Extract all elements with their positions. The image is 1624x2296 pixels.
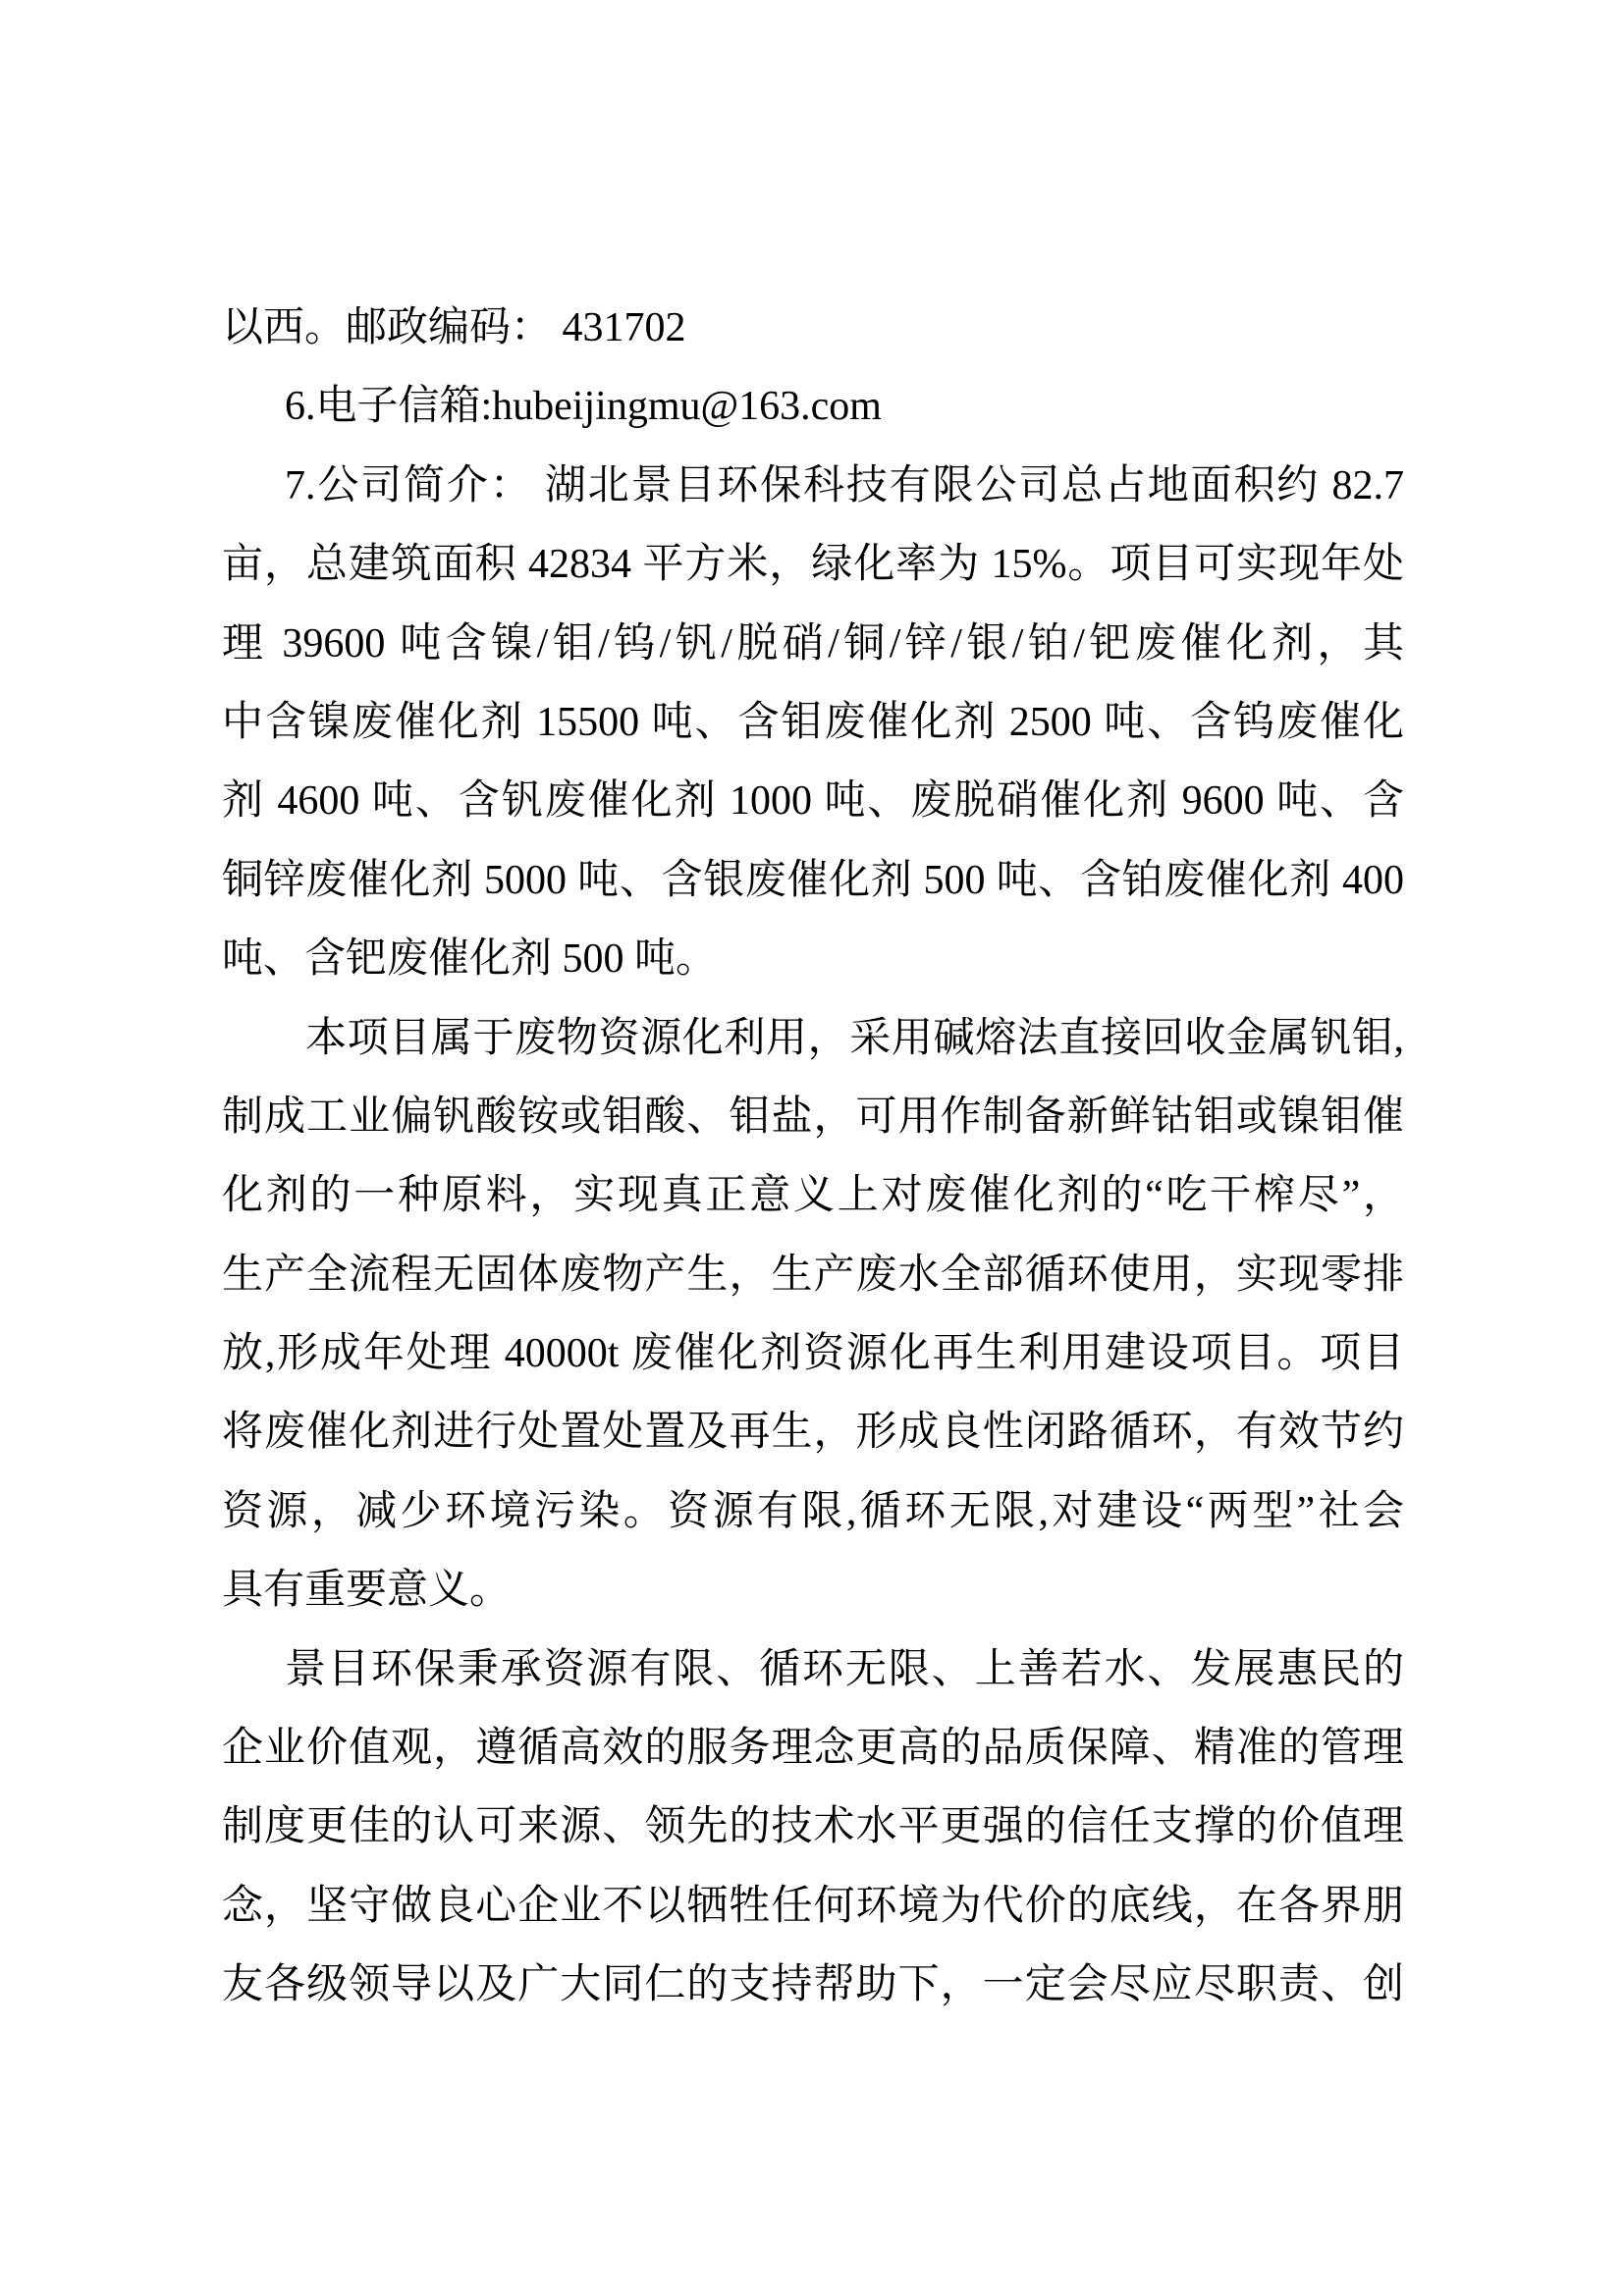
text-line: 6.电子信箱:hubeijingmu@163.com <box>285 384 882 430</box>
text-line: 理 39600 吨含镍/钼/钨/钒/脱硝/铜/锌/银/铂/钯废催化剂，其 <box>222 620 1404 667</box>
document-body-text <box>222 289 1404 2025</box>
text-line: 具有重要意义。 <box>222 1568 512 1614</box>
text-line: 7.公司简介： 湖北景目环保科技有限公司总占地面积约 82.7 <box>285 462 1404 508</box>
text-line: 放,形成年处理 40000t 废催化剂资源化再生利用建设项目。项目 <box>222 1331 1404 1377</box>
text-line: 本项目属于废物资源化利用，采用碱熔法直接回收金属钒钼, <box>305 1015 1404 1061</box>
text-line: 剂 4600 吨、含钒废催化剂 1000 吨、废脱硝催化剂 9600 吨、含 <box>222 778 1404 825</box>
text-line: 制度更佳的认可来源、领先的技术水平更强的信任支撑的价值理 <box>222 1804 1404 1850</box>
text-line: 生产全流程无固体废物产生，生产废水全部循环使用，实现零排 <box>222 1252 1404 1298</box>
text-line: 将废催化剂进行处置处置及再生，形成良性闭路循环，有效节约 <box>222 1410 1404 1456</box>
text-line: 吨、含钯废催化剂 500 吨。 <box>222 936 718 983</box>
text-line: 念，坚守做良心企业不以牺牲任何环境为代价的底线，在各界朋 <box>222 1883 1404 1929</box>
text-line: 中含镍废催化剂 15500 吨、含钼废催化剂 2500 吨、含钨废催化 <box>222 699 1404 745</box>
text-line: 亩，总建筑面积 42834 平方米，绿化率为 15%。项目可实现年处 <box>222 542 1404 588</box>
text-line: 资源，减少环境污染。资源有限,循环无限,对建设“两型”社会 <box>222 1488 1404 1534</box>
text-line: 制成工业偏钒酸铵或钼酸、钼盐，可用作制备新鲜钴钼或镍钼催 <box>222 1094 1404 1140</box>
text-line: 企业价值观，遵循高效的服务理念更高的品质保障、精准的管理 <box>222 1726 1404 1772</box>
text-line: 化剂的一种原料，实现真正意义上对废催化剂的“吃干榨尽”， <box>222 1173 1404 1219</box>
text-line: 友各级领导以及广大同仁的支持帮助下，一定会尽应尽职责、创 <box>222 1962 1404 2008</box>
text-line: 铜锌废催化剂 5000 吨、含银废催化剂 500 吨、含铂废催化剂 400 <box>222 857 1404 903</box>
text-line: 以西。邮政编码： 431702 <box>222 305 686 350</box>
text-line: 景目环保秉承资源有限、循环无限、上善若水、发展惠民的 <box>285 1646 1404 1692</box>
